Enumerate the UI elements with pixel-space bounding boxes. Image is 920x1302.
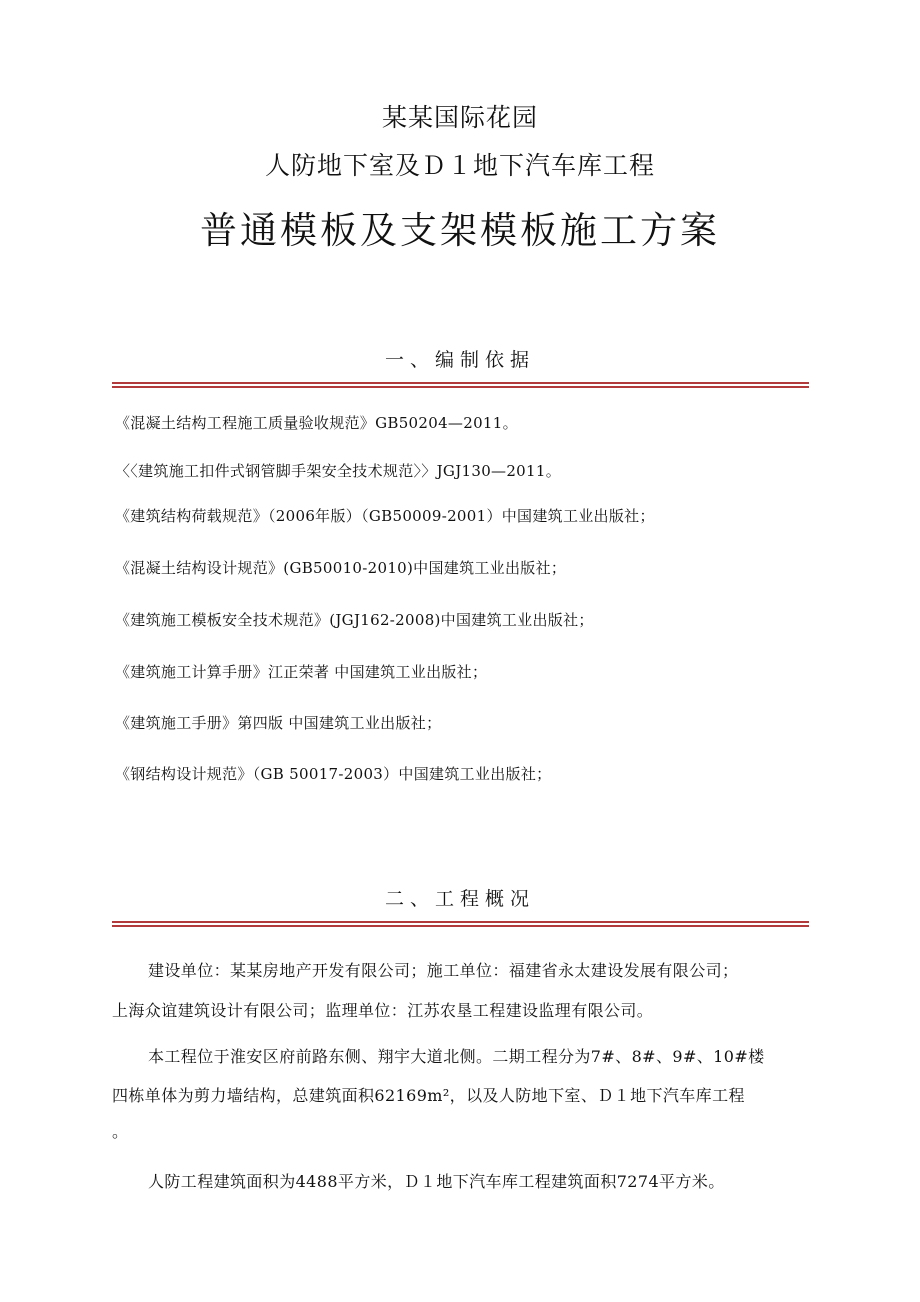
reference-item: 《混凝土结构工程施工质量验收规范》GB50204—2011。 — [115, 414, 518, 432]
reference-item: 《混凝土结构设计规范》(GB50010-2010)中国建筑工业出版社； — [115, 559, 567, 577]
paragraph-line: 。 — [112, 1122, 129, 1141]
reference-item: 《建筑施工模板安全技术规范》(JGJ162-2008)中国建筑工业出版社； — [115, 611, 594, 629]
reference-item: 《建筑施工手册》第四版 中国建筑工业出版社； — [115, 714, 442, 732]
project-name: 某某国际花园 — [381, 103, 538, 132]
project-subtitle: 人防地下室及Ｄ１地下汽车库工程 — [264, 151, 655, 180]
reference-item: 《建筑施工计算手册》江正荣著 中国建筑工业出版社； — [115, 663, 488, 681]
document-title: 普通模板及支架模板施工方案 — [200, 209, 720, 252]
section-heading-overview: 二、工程概况 — [384, 888, 535, 910]
section-divider — [112, 382, 809, 384]
paragraph-line: 四栋单体为剪力墙结构，总建筑面积62169m²，以及人防地下室、Ｄ１地下汽车库工程 — [112, 1086, 745, 1105]
reference-item: 《建筑结构荷载规范》（2006年版）（GB50009-2001）中国建筑工业出版社； — [115, 507, 655, 525]
section-heading-basis: 一、编制依据 — [384, 349, 535, 371]
paragraph-line: 建设单位：某某房地产开发有限公司；施工单位：福建省永太建设发展有限公司； — [148, 961, 739, 980]
paragraph-line: 上海众谊建筑设计有限公司；监理单位：江苏农垦工程建设监理有限公司。 — [112, 1001, 654, 1020]
paragraph-line: 本工程位于淮安区府前路东侧、翔宇大道北侧。二期工程分为7#、8#、9#、10#楼 — [148, 1047, 765, 1066]
paragraph-line: 人防工程建筑面积为4488平方米，Ｄ１地下汽车库工程建筑面积7274平方米。 — [148, 1172, 725, 1191]
reference-item: 〈〈建筑施工扣件式钢管脚手架安全技术规范〉〉JGJ130—2011。 — [115, 462, 562, 480]
section-divider — [112, 921, 809, 923]
reference-item: 《钢结构设计规范》（GB 50017-2003）中国建筑工业出版社； — [115, 765, 552, 783]
